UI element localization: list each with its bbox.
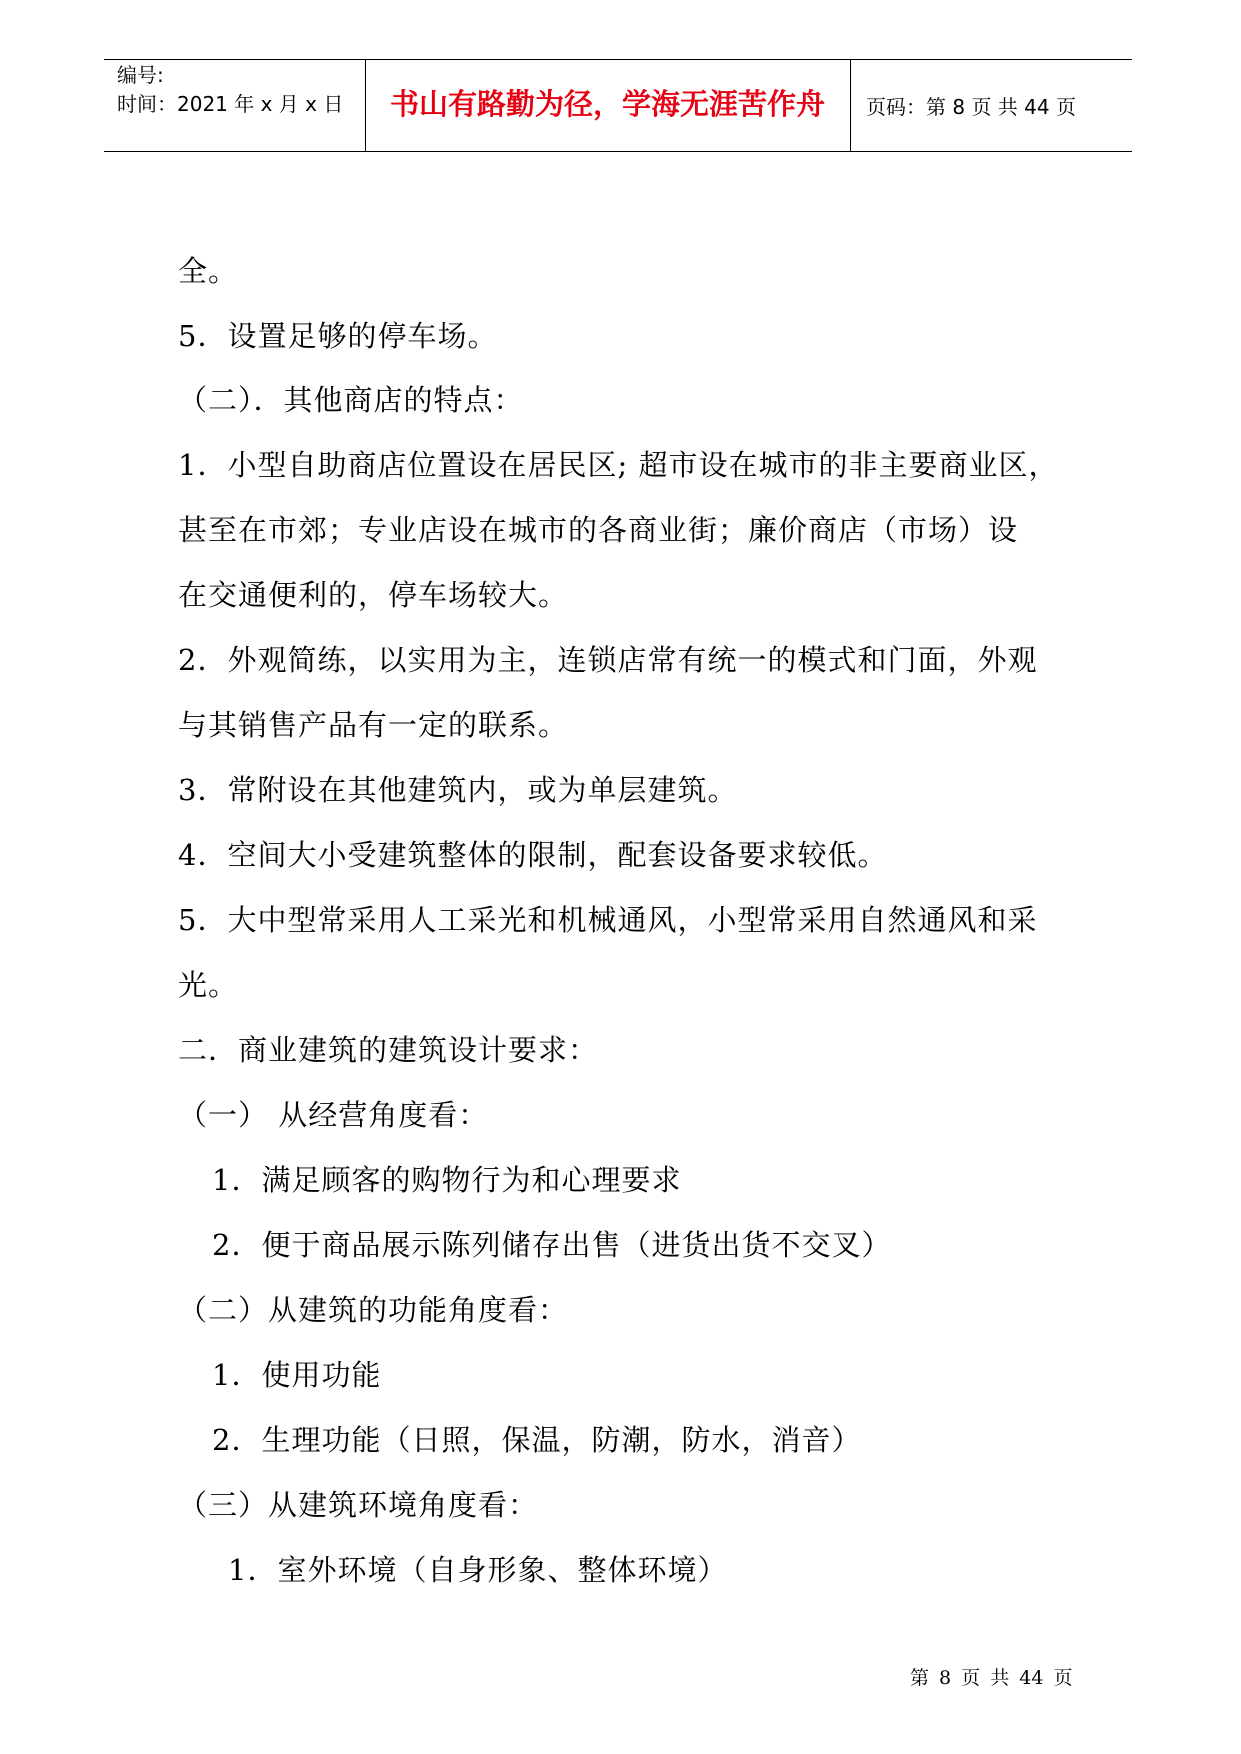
serial-number-label: 编号:: [117, 63, 164, 87]
body-line: 3．常附设在其他建筑内，或为单层建筑。: [178, 773, 738, 807]
footer-page-number: 第 8 页 共 44 页: [910, 1667, 1073, 1689]
list-item: 2．便于商品展示陈列储存出售（进货出货不交叉）: [212, 1228, 892, 1262]
header-page-label: 页码：第 8 页 共 44 页: [866, 95, 1076, 119]
list-item: 1．室外环境（自身形象、整体环境）: [228, 1553, 728, 1587]
header-top-rule: [104, 59, 1132, 60]
body-line: 在交通便利的，停车场较大。: [178, 578, 569, 612]
body-line: 5．大中型常采用人工采光和机械通风，小型常采用自然通风和采: [178, 903, 1038, 937]
header-divider-right: [850, 59, 851, 151]
body-line: 2．外观简练，以实用为主，连锁店常有统一的模式和门面，外观: [178, 643, 1038, 677]
section-heading: 二．商业建筑的建筑设计要求：: [178, 1033, 599, 1067]
header-motto: 书山有路勤为径，学海无涯苦作舟: [389, 87, 825, 121]
list-item: 1．满足顾客的购物行为和心理要求: [212, 1163, 682, 1197]
body-line: 与其销售产品有一定的联系。: [178, 708, 569, 742]
subsection-heading: （二）从建筑的功能角度看：: [178, 1293, 569, 1327]
time-label: 时间：2021 年 x 月 x 日: [117, 92, 344, 116]
body-line: 1．小型自助商店位置设在居民区; 超市设在城市的非主要商业区，: [178, 448, 1059, 482]
list-item: 1．使用功能: [212, 1358, 382, 1392]
header-bottom-rule: [104, 151, 1132, 152]
list-item: 2．生理功能（日照，保温，防潮，防水，消音）: [212, 1423, 862, 1457]
subsection-heading: （一） 从经营角度看：: [178, 1098, 489, 1132]
body-line: （二）．其他商店的特点：: [178, 383, 524, 417]
body-line: 甚至在市郊；专业店设在城市的各商业街；廉价商店（市场）设: [178, 513, 1019, 547]
body-line: 5．设置足够的停车场。: [178, 319, 498, 353]
body-line: 光。: [178, 968, 239, 1002]
body-line: 4．空间大小受建筑整体的限制，配套设备要求较低。: [178, 838, 888, 872]
subsection-heading: （三）从建筑环境角度看：: [178, 1488, 539, 1522]
body-line: 全。: [178, 254, 239, 288]
